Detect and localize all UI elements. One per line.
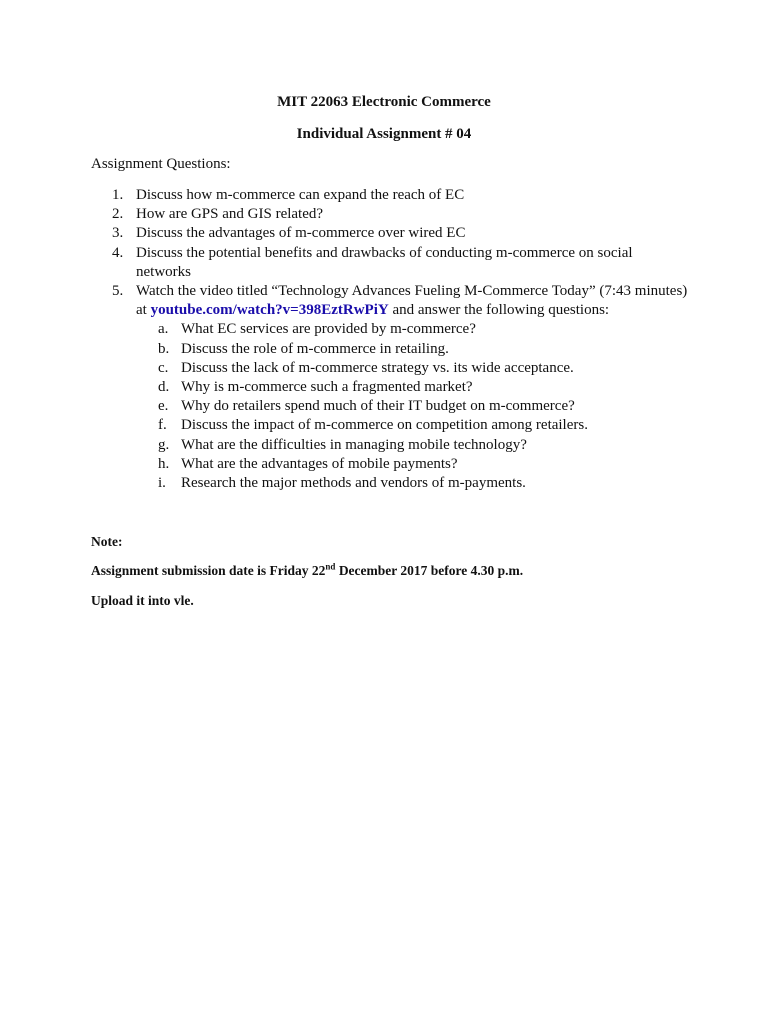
subquestion-text: Research the major methods and vendors of m-payments. bbox=[181, 475, 526, 492]
subquestion-item bbox=[0, 378, 768, 397]
note-label: Note: bbox=[91, 534, 123, 549]
question-text: How are GPS and GIS related? bbox=[136, 206, 324, 223]
assignment-title: Individual Assignment # 04 bbox=[296, 126, 472, 142]
subquestion-item bbox=[0, 320, 768, 339]
subquestion-item bbox=[0, 340, 768, 359]
subquestion-text: Why is m-commerce such a fragmented market? bbox=[181, 379, 473, 396]
subquestion-letter: c. bbox=[158, 359, 169, 376]
subquestion-letter: h. bbox=[158, 455, 170, 472]
question-number: 2. bbox=[112, 206, 124, 223]
subquestion-letter: e. bbox=[158, 398, 169, 415]
upload-instruction: Upload it into vle. bbox=[91, 593, 194, 608]
question-text-after: and answer the following questions: bbox=[388, 302, 610, 319]
subquestion-item bbox=[0, 416, 768, 435]
subquestion-letter: g. bbox=[158, 436, 170, 453]
submission-text-after: December 2017 before 4.30 p.m. bbox=[335, 563, 524, 578]
subquestion-text: What EC services are provided by m-commerce? bbox=[181, 321, 476, 338]
subquestion-text: What are the difficulties in managing mobile technology? bbox=[181, 436, 527, 453]
subquestion-item bbox=[0, 359, 768, 378]
question-text: Discuss how m-commerce can expand the reach of EC bbox=[136, 187, 465, 203]
question-number: 5. bbox=[112, 283, 124, 300]
subquestion-text: What are the advantages of mobile payments? bbox=[181, 455, 458, 472]
question-number: 4. bbox=[112, 244, 124, 261]
subquestion-text: Discuss the lack of m-commerce strategy vs. its wide acceptance. bbox=[181, 359, 574, 376]
questions-heading: Assignment Questions: bbox=[91, 156, 231, 172]
subquestion-item bbox=[0, 455, 768, 474]
subquestion-letter: a. bbox=[158, 321, 169, 338]
question-number: 3. bbox=[112, 225, 124, 242]
question-text: Discuss the potential benefits and drawbacks of conducting m-commerce on social networks bbox=[136, 244, 633, 280]
subquestion-letter: b. bbox=[158, 340, 170, 357]
video-link[interactable]: youtube.com/watch?v=398EztRwPiY bbox=[150, 302, 389, 319]
subquestion-text: Why do retailers spend much of their IT budget on m-commerce? bbox=[181, 398, 575, 415]
date-ordinal: nd bbox=[325, 561, 336, 572]
question-item bbox=[0, 186, 768, 205]
question-list bbox=[0, 186, 768, 493]
question-number: 1. bbox=[112, 187, 124, 203]
question-item bbox=[0, 224, 768, 243]
submission-date bbox=[91, 562, 523, 579]
question-item bbox=[0, 282, 768, 320]
subquestion-text: Discuss the role of m-commerce in retailing. bbox=[181, 340, 449, 357]
course-title: MIT 22063 Electronic Commerce bbox=[277, 94, 491, 110]
subquestion-letter: i. bbox=[158, 475, 166, 492]
subquestion-item bbox=[0, 436, 768, 455]
question-text: Discuss the advantages of m-commerce over wired EC bbox=[136, 225, 466, 242]
question-item bbox=[0, 205, 768, 224]
subquestion-letter: d. bbox=[158, 379, 170, 396]
subquestion-letter: f. bbox=[158, 417, 167, 434]
subquestion-item bbox=[0, 397, 768, 416]
question-text-before: Watch the video titled “Technology Advances Fueling M-Commerce Today” (7:43 minutes) at bbox=[136, 283, 688, 319]
subquestion-item bbox=[0, 474, 768, 493]
question-item bbox=[0, 244, 768, 282]
subquestion-text: Discuss the impact of m-commerce on competition among retailers. bbox=[181, 417, 588, 434]
submission-text-before: Assignment submission date is Friday 22 bbox=[91, 563, 326, 578]
